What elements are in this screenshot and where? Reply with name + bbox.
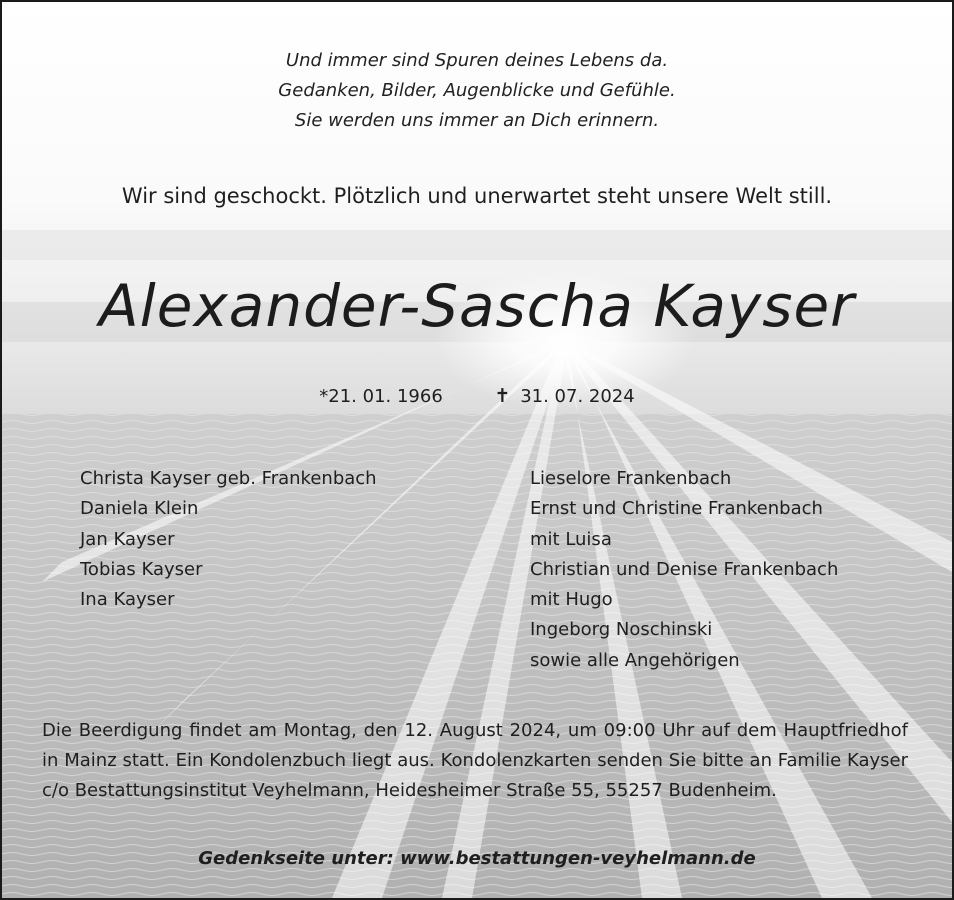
- funeral-details: Die Beerdigung findet am Montag, den 12. August 2024, um 09:00 Uhr auf dem Hauptfriedhof in Mainz statt. Ein Kondolenzbuch liegt aus. Kondolenzkarten senden Sie bitte an Familie Kayser c/o Bestattungsinstitut Veyhelmann, Heidesheimer Straße 55, 55257 Budenheim.: [42, 720, 908, 801]
- death-date: 31. 07. 2024: [520, 386, 635, 407]
- quote-line: Sie werden uns immer an Dich erinnern.: [294, 110, 660, 131]
- cross-icon: ✝: [494, 385, 511, 407]
- mourner-name: mit Hugo: [530, 589, 613, 611]
- mourner-name: Christian und Denise Frankenbach: [530, 558, 839, 580]
- quote-line: Gedanken, Bilder, Augenblicke und Gefühle.: [278, 80, 676, 101]
- deceased-name: Alexander-Sascha Kayser: [99, 272, 855, 340]
- mourners-list-left: [80, 464, 377, 615]
- birth-date: *21. 01. 1966: [319, 386, 443, 407]
- mourner-name: Ernst und Christine Frankenbach: [530, 498, 823, 520]
- mourner-name: Tobias Kayser: [80, 558, 203, 580]
- mourner-name: mit Luisa: [530, 528, 612, 550]
- mourner-name: Ingeborg Noschinski: [530, 619, 713, 641]
- mourner-name: Christa Kayser geb. Frankenbach: [80, 468, 377, 489]
- mourner-name: sowie alle Angehörigen: [530, 649, 740, 671]
- intro-statement: Wir sind geschockt. Plötzlich und unerwartet steht unsere Welt still.: [121, 184, 833, 208]
- quote-line: Und immer sind Spuren deines Lebens da.: [285, 50, 669, 71]
- mourner-name: Ina Kayser: [80, 589, 175, 611]
- mourner-name: Daniela Klein: [80, 498, 199, 520]
- mourner-name: Lieselore Frankenbach: [530, 468, 732, 489]
- memorial-quote: [2, 46, 952, 136]
- mourners-list-right: [530, 464, 838, 676]
- mourner-name: Jan Kayser: [80, 528, 175, 550]
- life-dates: [2, 385, 952, 407]
- memorial-website: Gedenkseite unter: www.bestattungen-veyhelmann.de: [198, 848, 756, 869]
